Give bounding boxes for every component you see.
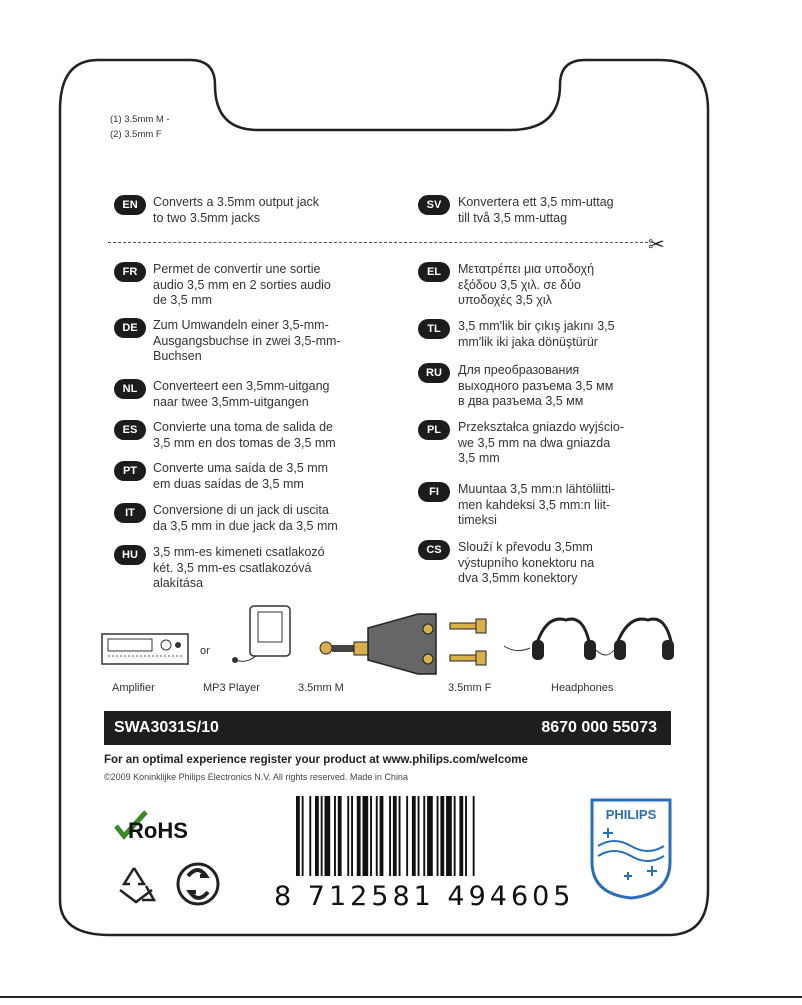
barcode — [294, 796, 556, 880]
lang-text-nl: Converteert een 3,5mm-uitgang naar twee 3,5mm-uitgangen — [153, 379, 330, 409]
caption-female-jack: 3.5mm F — [448, 682, 492, 694]
connection-diagram — [96, 598, 676, 678]
barcode-number: 8 712581 494605 — [274, 881, 575, 912]
caption-mp3-player: MP3 Player — [203, 682, 260, 694]
rohs-label: RoHS — [128, 818, 188, 843]
jack-label-1: (1) 3.5mm M - — [110, 114, 170, 125]
lang-text-en: Converts a 3.5mm output jack to two 3.5mm jacks — [153, 195, 320, 225]
amplifier-icon — [102, 634, 188, 664]
or-label: or — [200, 645, 210, 657]
lang-badge-de: DE — [114, 318, 146, 338]
lang-badge-hu: HU — [114, 545, 146, 565]
mp3-player-icon — [232, 606, 290, 663]
lang-badge-cs: CS — [418, 540, 450, 560]
register-text: For an optimal experience register your product at www.philips.com/welcome — [104, 754, 528, 766]
lang-text-pl: Przekształca gniazdo wyjścio- we 3,5 mm na dwa gniazda 3,5 mm — [458, 420, 625, 465]
recycle-icon — [120, 868, 154, 902]
lang-text-fi: Muuntaa 3,5 mm:n lähtöliitti- men kahdeksi 3,5 mm:n liit- timeksi — [458, 482, 616, 527]
lang-badge-ru: RU — [418, 363, 450, 383]
green-dot-icon — [178, 864, 218, 904]
lang-text-hu: 3,5 mm-es kimeneti csatlakozó két. 3,5 mm-es csatlakozóvá alakítása — [153, 545, 325, 590]
jack-label-2: (2) 3.5mm F — [110, 129, 162, 140]
lang-badge-es: ES — [114, 420, 146, 440]
lang-badge-fi: FI — [418, 482, 450, 502]
lang-text-cs: Slouží k převodu 3,5mm výstupního konektoru na dva 3,5mm konektory — [458, 540, 595, 585]
lang-badge-pt: PT — [114, 461, 146, 481]
lang-badge-en: EN — [114, 195, 146, 215]
lang-badge-pl: PL — [418, 420, 450, 440]
lang-badge-it: IT — [114, 503, 146, 523]
lang-text-tl: 3,5 mm'lik bir çıkış jakını 3,5 mm'lik iki jaka dönüştürür — [458, 319, 615, 349]
lang-badge-nl: NL — [114, 379, 146, 399]
caption-amplifier: Amplifier — [112, 682, 155, 694]
lang-badge-sv: SV — [418, 195, 450, 215]
scissors-icon: ✂ — [648, 234, 665, 256]
female-jacks-icon — [450, 619, 486, 665]
copyright-text: ©2009 Koninklijke Philips Electronics N.V. All rights reserved. Made in China — [104, 772, 408, 782]
lang-badge-tl: TL — [418, 319, 450, 339]
product-code: 8670 000 55073 — [541, 719, 657, 736]
lang-text-it: Conversione di un jack di uscita da 3,5 mm in due jack da 3,5 mm — [153, 503, 338, 533]
lang-text-pt: Converte uma saída de 3,5 mm em duas saídas de 3,5 mm — [153, 461, 329, 491]
cut-line — [108, 242, 648, 243]
recycle-logos — [114, 862, 234, 908]
lang-badge-el: EL — [418, 262, 450, 282]
male-jack-icon — [320, 642, 368, 655]
lang-text-fr: Permet de convertir une sortie audio 3,5 mm en 2 sorties audio de 3,5 mm — [153, 262, 331, 307]
caption-headphones: Headphones — [551, 682, 614, 694]
product-bar — [104, 711, 671, 745]
splitter-adapter-icon — [368, 614, 436, 674]
lang-text-de: Zum Umwandeln einer 3,5-mm- Ausgangsbuchse in zwei 3,5-mm- Buchsen — [153, 318, 341, 363]
brand-name: PHILIPS — [605, 807, 657, 822]
lang-text-sv: Konvertera ett 3,5 mm-uttag till två 3,5 mm-uttag — [458, 195, 614, 225]
model-number: SWA3031S/10 — [114, 719, 219, 736]
headphones-icon — [504, 619, 674, 660]
lang-text-es: Convierte una toma de salida de 3,5 mm en dos tomas de 3,5 mm — [153, 420, 336, 450]
lang-text-el: Μετατρέπει μια υποδοχή εξόδου 3,5 χιλ. σε δύο υποδοχές 3,5 χιλ — [458, 262, 595, 307]
lang-text-ru: Для преобразования выходного разъема 3,5 мм в два разъема 3,5 мм — [458, 363, 614, 408]
lang-badge-fr: FR — [114, 262, 146, 282]
caption-male-jack: 3.5mm M — [298, 682, 344, 694]
page-edge-line — [0, 996, 802, 998]
